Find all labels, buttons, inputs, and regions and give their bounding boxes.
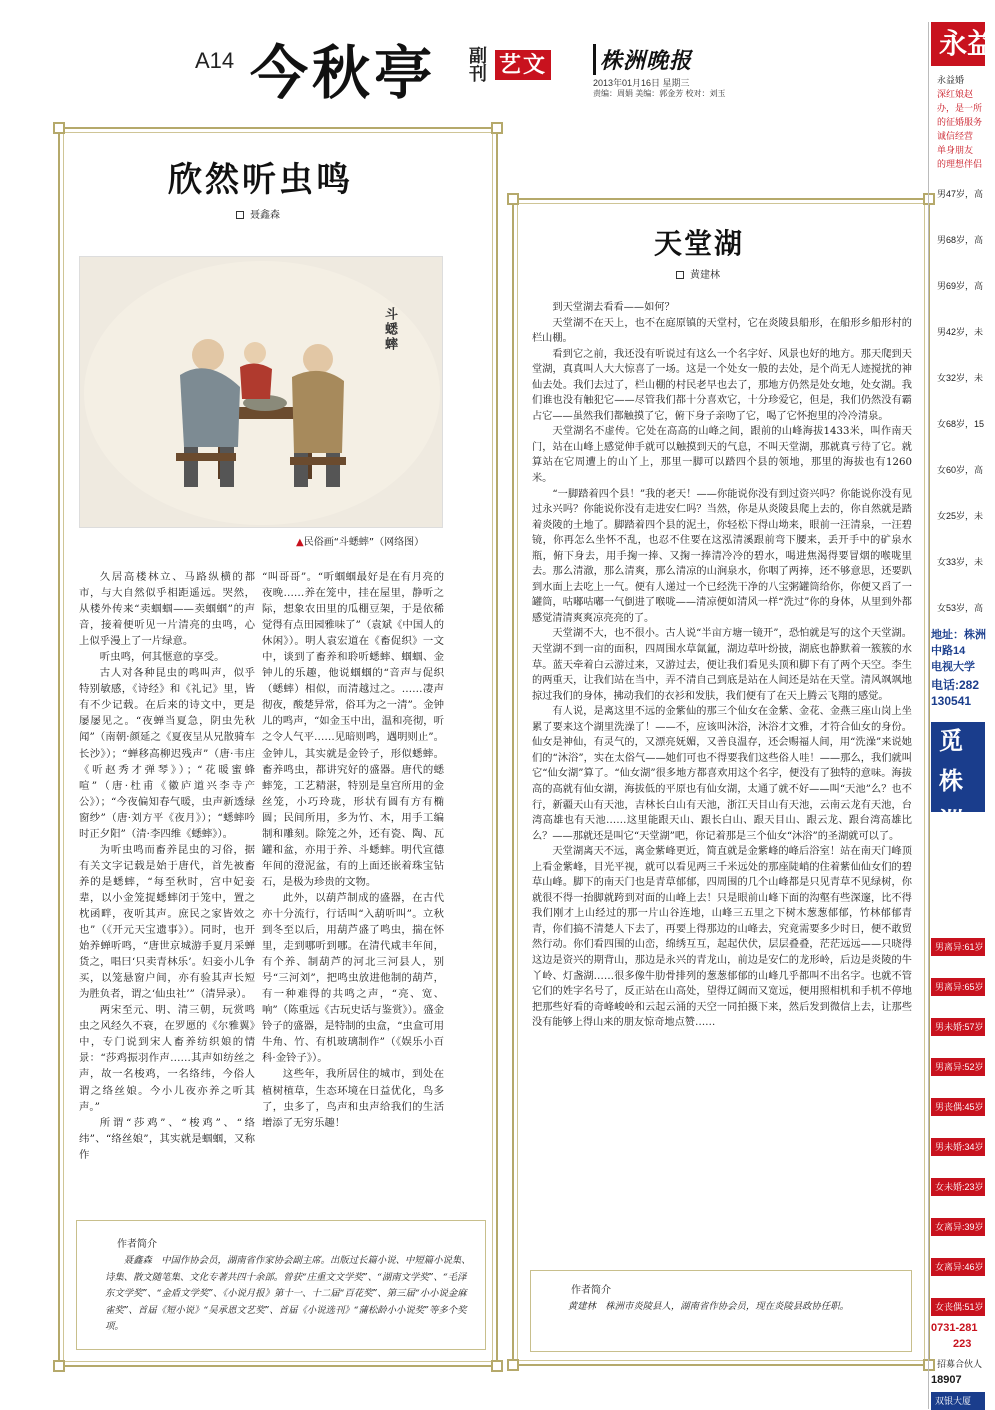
ad-phone: 223 [953,1338,972,1350]
section-tag: 艺文 [495,50,551,80]
ad-text: 的征婚服务 [937,117,983,127]
ad-bar-entry: 女离异:46岁 [931,1258,985,1276]
ad-bar-entry: 男丧偶:45岁 [931,1098,985,1116]
paragraph: 天堂湖离天不远，离金紫峰更近，简直就是金紫峰的峰后浴室！站在南天门峰顶上看金紫峰，目光平视，就可以看见两三千米远处的那座陡峭的住着紫仙仙女们的碧草山峰。脚下的南天门也是青草郁郁，四周围的几个山峰都是只见青草不见绿树，你就很不得一抬脚就跨到对面的山峰上去！只是眼前山峰下面的沟壑有些深邃，比不得我们刚才上山经过的那一片山谷连地，山峰三五里之下树木葱葱郁郁，竹林郁郁青青，你们搞不清楚人下去了，再要上得那边的山峰去，究竟需要多少时日，便不敢贸然行动。你们看四围的山峦，绵绣互互，起起伏伏，层层叠叠，茫茫远远——只晓得这边是资兴的期背山，那边是永兴的青龙山，前边是安仁的龙形岭，后边是炎陵的牛丫岭、灯盏湖……很多像牛肋骨排列的葱葱郁郁的山峰几乎都叫不出名字。也就不管它们的姓字名号了，反正站在山高处，望得辽阔而又宽远，便用照相机和手机不停地把那些好看的奇峰峻岭和云起云涌的天空一同拍摄下来，然后发到微信上去，让那些没有能够上得山来的朋友惊奇地点赞…… [532,846,912,1029]
folk-painting-image [79,256,443,528]
article-right-body [532,300,912,1031]
ad-text: 招募合伙人 [937,1359,983,1369]
painting-figure-child [240,363,272,399]
ad-entry: 男68岁，高 [937,235,984,245]
paragraph: 天堂湖不大，也不很小。古人说“半亩方塘一镜开”，恐怕就是写的这个天堂湖。天堂湖不到一亩的面积，四周围水草氤氲，湖边草叶纷披，湖底也静默着一簇簇的水草。蓝天牵着白云游过来，又游过去，便让我们看见头顶和脚下有了两个天空。李生的两重天，让我们站在当中，弄不清自己到底是站在人间还是站在天堂。清风飒飒地掠过我们的身体，拂动我们的衣衫和发肤，我们便有了在天上腾云飞翔的感觉。 [532,628,912,702]
ad-entry: 男69岁，高 [937,281,984,291]
ad-entry: 女25岁，未 [937,511,984,521]
ad-bar-entry: 女离异:39岁 [931,1218,985,1236]
ad-bar-entry: 男未婚:57岁 [931,1018,985,1036]
publication-date: 2013年01月16日 星期三 [593,78,690,88]
paragraph: 所谓“莎鸡”、“梭鸡”、“络纬”、“络丝娘”，其实就是蝈蝈，又称作 [79,1116,255,1161]
paragraph: 听虫鸣，何其惬意的享受。 [99,651,225,664]
ad-phone: 18907 [931,1374,962,1386]
column-separator [928,22,929,1409]
page-number: A14 [195,48,235,73]
masthead [195,38,755,118]
paragraph: 为听虫鸣而畜养昆虫的习俗，据有关文字记载是始于唐代，首先被畜养的是蟋蟀，“每至秋时，宫中妃妾辈，以小金笼捉蟋蟀闭于笼中，置之枕函畔，夜听其声。庶民之家皆效之也”（《开元天宝遗事》）。同时，也开始养蝉听鸣，“唐世京城游手夏月采蝉货之，唱曰‘只卖青林乐’。妇妾小儿争买，以笼悬窗户间，亦有验其声长短为胜负者，谓之‘仙虫社’”（清异录）。 [79,843,255,1001]
author-note-heading: 作者简介 [571,1285,611,1296]
caption-text: 民俗画“斗蟋蟀”（网络图） [303,537,425,548]
paragraph: “叫哥哥”。“听蝈蝈最好是在有月亮的夜晚……养在笼中，挂在屋里，静听之际，想象农田里的瓜棚豆架，于是依稀觉得有点田园雅味了”（袁斌《中国人的休闲》）。明人袁宏道在《畜促织》一文中，谈到了畜养和聆听蟋蟀、蝈蝈、金钟儿的乐趣，他说蝈蝈的“音声与促织（蟋蟀）相似，而清越过之。……凄声彻夜，酸楚异常，俗耳为之一清”。金钟儿的鸣声，“如金玉中出，温和亮彻，听之令人气平……见暗则鸣，遇明则止”。金钟儿，其实就是金铃子，形似蟋蟀。畜养鸣虫，都讲究好的盛器。唐代的蟋蟀笼，工艺精湛，特别是皇宫所用的金丝笼，小巧玲珑，形状有圆有方有椭圆；民间所用，多为竹、木，用手工编制和雕刻。除笼之外，还有瓷、陶、瓦罐和盆，亦用于养、斗蟋蟀。明代宣德年间的澄泥盆，有的上面还嵌着珠宝钻石，是极为珍贵的文物。 [262,571,444,888]
ad-entry: 女33岁，未 [937,557,984,567]
paper-name: 株洲晚报 [593,44,692,75]
sidebar-ad-strip [931,22,995,1409]
ad-text: 永益婚 [937,75,965,85]
author-note-left [76,1220,486,1350]
ad-entry: 女32岁，未 [937,373,984,383]
editor-credits: 责编：周娟 美编：郭金芳 校对：刘玉 [593,89,726,98]
ad-text: 深红娘赵 [937,89,974,99]
paragraph: 天堂湖名不虚传。它处在高高的山峰之间，跟前的山峰海拔1433米，叫作南天门，站在山峰上感觉伸手就可以触摸到天的气息，不叫天堂湖，那就真亏待了它。就算站在它周遭上的山丫上，那里一脚可以踏四个县的领地，那里的海拔也有1260米。 [532,426,912,485]
article-left-title: 欣然听虫鸣 [168,160,353,200]
paragraph: 有人说，是离这里不远的金紫仙的那三个仙女在金紫、金花、金燕三座山岗上坐累了要来这个湖里洗澡了！——不，应该叫沐浴，沐浴才文雅，才符合仙女的身份。仙女是神仙，有灵气的，又漂亮妩媚，又善良温存，还会赐福人间，用“洗澡”来说她们的“沐浴”，实在太俗气——她们可也不得要我们这些俗人哇！——那么，我们就叫它“仙女湖”算了。“仙女湖”很多地方都喜欢用这个名字，便没有了独特的意味。海拔高的高就有仙女湖，海拔低的平原也有仙女湖，太通了就不好——叫“天池”么？也不行，新疆天山有天池，吉林长白山有天池，浙江天目山有天池，云南云龙有天池，台湾高雄也有天池……这里能跟天山、跟长白山、跟天目山、跟云龙、跟台湾高雄比么？——那就还是叫它“天堂湖”吧，你记着那是三个仙女“沐浴”的圣湖就可以了。 [532,706,912,842]
article-left-column-1 [79,569,255,1163]
paragraph: 此外，以葫芦制成的盛器，在古代亦十分流行，行话叫“入葫听叫”。立秋到冬至以后，用葫芦盛了鸣虫，揣在怀里，走到哪听到哪。在清代咸丰年间，有个养、制葫芦的河北三河县人，别号“三河刘”，把鸣虫放进他制的葫芦，有一种难得的共鸣之声，“亮、宽、响”（陈重远《古玩史话与鉴赏》）。盛金铃子的盛器，是特制的虫盒，“虫盒可用牛角、竹、有机玻璃制作”（《娱乐小百科·金铃子》）。 [262,891,444,1065]
ad-heading-1: 永益 [931,22,985,66]
article-left-column-2 [262,569,444,1131]
paragraph: 天堂湖不在天上，也不在庭原镇的天堂村，它在炎陵县船形，在船形乡船形村的栏山棚。 [532,317,912,345]
article-left-author: 聂鑫森 [250,210,280,221]
frame-corner [53,122,65,134]
byline-square-icon [236,211,244,219]
author-note-right [530,1270,912,1352]
ad-bar-entry: 男离异:61岁 [931,938,985,956]
byline-square-icon [676,271,684,279]
ad-entry: 男47岁，高 [937,189,984,199]
ad-footer: 双银大厦 [931,1392,985,1410]
author-note-text: 黄建林 株洲市炎陵县人，湖南省作协会员，现在炎陵县政协任职。 [567,1301,850,1312]
frame-corner [53,1360,65,1372]
ad-entry: 女53岁，高 [937,603,984,613]
ad-text: 的理想伴侣 [937,159,983,169]
article-right-title: 天堂湖 [654,227,745,260]
article-right-byline [676,266,720,281]
paragraph: 这些年，我所居住的城市，到处在植树植草，生态环境在日益优化，鸟多了，虫多了，鸟声和虫声给我们的生活增添了无穷乐趣！ [262,1068,444,1129]
frame-corner [491,1360,503,1372]
painting-inscription: 斗蟋蟀 [382,307,397,352]
ad-heading-2: 觅株洲 [931,722,985,812]
ad-bar-entry: 男离异:65岁 [931,978,985,996]
ad-phone: 电话:282 [931,678,980,692]
ad-phone: 130541 [931,694,972,708]
ad-bar-entry: 女未婚:23岁 [931,1178,985,1196]
ad-phone: 0731-281 [931,1322,978,1334]
paragraph: 久居高楼林立、马路纵横的都市，与大自然似乎相距遥远。哭然，从楼外传来“卖蝈蝈——卖蝈蝈”的声音，接着便听见一片清亮的虫鸣，心上似乎漫上了一片绿意。 [79,571,255,648]
frame-corner [507,1359,519,1371]
section-brand: 今秋亭 [250,39,437,107]
author-note-heading: 作者简介 [117,1239,157,1250]
ad-address: 中路14 [931,645,966,657]
article-right-author: 黄建林 [690,270,720,281]
author-note-text: 聂鑫森 中国作协会员，湖南省作家协会副主席。出版过长篇小说、中短篇小说集、诗集、散文随笔集、文化专著共四十余部。曾获“庄重文文学奖”、“湖南文学奖”、“毛泽东文学奖”、“金盾文学奖”、《小说月报》第十一、十二届“百花奖”、第三届“小小说金麻雀奖”、首届《短小说》“吴承恩文艺奖”、首届《小说选刊》“蒲松龄小小说奖”等多个奖项。 [105,1255,471,1332]
section-brand-sub: 副刊 [466,46,487,82]
painting-illustration [80,257,444,529]
ad-text: 诚信经营 [937,131,974,141]
painting-figure-left [180,368,240,447]
ad-entry: 男42岁，未 [937,327,984,337]
paragraph: 到天堂湖去看看——如何？ [552,302,675,313]
ad-bar-entry: 女丧偶:51岁 [931,1298,985,1316]
ad-text: 办，是一所 [937,103,983,113]
article-left-byline [236,206,280,221]
ad-text: 单身朋友 [937,145,974,155]
ad-address: 地址：株洲 [931,629,986,641]
paragraph: 看到它之前，我还没有听说过有这么一个名字好、风景也好的地方。那天爬到天堂湖，真真叫人大大惊喜了一场。这是一个处女一般的去处，是个尚无人迹搅扰的神仙去处。我们去过了，栏山棚的村民老早也去了，那地方仍然是处女地，处女湖。我们谁也没有触犯它——尽管我们都十分喜欢它，十分珍爱它，但是，我们仍然没有霸占它——虽然我们都触摸了它，俯下身子亲吻了它，喝了它怀抱里的冷冷清泉。 [532,348,912,422]
image-caption [296,533,424,548]
painting-figure-right [292,371,344,453]
ad-entry: 女60岁，高 [937,465,984,475]
ad-entry: 女68岁，15 [937,419,985,429]
paragraph: “一脚踏着四个县！”我的老天！——你能说你没有到过资兴吗？你能说你没有见过永兴吗？你能说你没有走进安仁吗？当然，你是从炎陵县爬上去的，你自然就是踏着炎陵的土地了。脚踏着四个县的泥土，你轻松下得山坳来，眼前一汪清泉，一汪碧镜，你再怎么坐怀不乱，也忍不住要在这泓清溪跟前弯下腰来，丢开手中的矿泉水瓶，俯下身去，用手掬一捧、又掬一捧清冷冷的碧水，喝进焦渴得要冒烟的喉咙里去。那么清澈，那么清爽，那么清凉的山涧泉水，你咽了两捧，还不够意思，还要趴到水面上去吃上一气。便有人递过一个已经洗干净的八宝粥罐筒给你，你便又舀了一罐筒，咕嘟咕嘟一气倒进了喉咙——清凉便如清风一样“洗过”你的身体，从里到外都感觉清清爽爽凉亮亮的了。 [532,488,912,624]
paragraph: 古人对各种昆虫的鸣叫声，似乎特别敏感，《诗经》和《礼记》里，皆有不少记载。在后来的诗文中，更是屡屡见之。“夜蝉当夏急，阴虫先秋闻”（南朝·颜延之《夏夜呈从兄散骑车长沙》）；“蝉移高柳迟残声”（唐·韦庄《听赵秀才弹琴》）；“花暖蜜蜂喧”（唐·杜甫《徽庐道兴李寺产公》）；“今夜偏知春气暖，虫声新透绿窗纱”（唐·刘方平《夜月》）；“蟋蟀吟时正夕阳”（清·李四维《蟋蟀》）。 [79,667,255,840]
frame-corner [491,122,503,134]
caption-marker-icon: ▲ [296,537,304,548]
ad-address: 电视大学 [931,661,975,673]
ad-bar-entry: 男离异:52岁 [931,1058,985,1076]
paragraph: 两宋至元、明、清三朝，玩赏鸣虫之风经久不衰，在罗愿的《尔雅翼》中，专门说到宋人畜养纺织娘的情景：“莎鸡振羽作声……其声如纺丝之声，故一名梭鸡，一名络纬，今俗人谓之络丝娘。今小儿夜亦养之听其声。” [79,1004,255,1113]
ad-bar-entry: 男未婚:34岁 [931,1138,985,1156]
frame-corner [507,193,519,205]
